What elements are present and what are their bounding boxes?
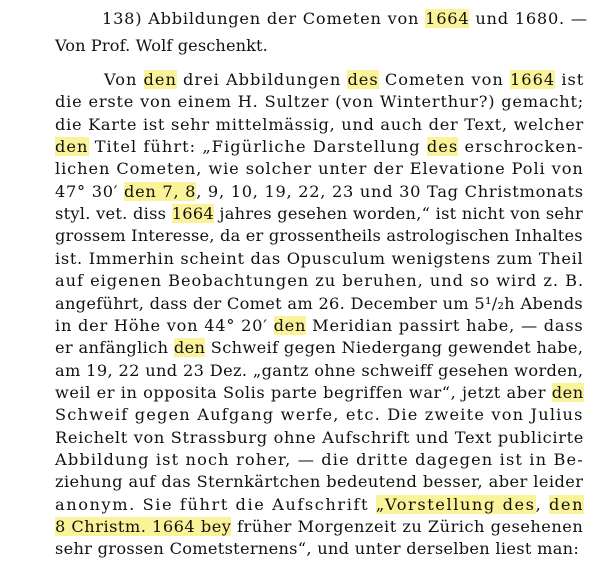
highlighted-text: den	[143, 70, 177, 89]
body-line	[55, 538, 579, 560]
text-segment: 47° 30′	[55, 181, 125, 201]
text-segment: drei Abbildungen	[176, 70, 348, 89]
highlighted-text: den 7, 8	[124, 181, 197, 201]
text-segment: Von	[104, 70, 144, 89]
body-line	[55, 270, 584, 292]
text-segment: und 1680. —	[469, 9, 588, 28]
highlighted-text: 8 Christm. 1664 bey	[55, 517, 232, 536]
text-segment: die erste von einem H. Sultzer (von Winterthur?) gemacht;	[55, 92, 585, 112]
heading-line	[55, 35, 268, 57]
body-line	[104, 69, 584, 91]
text-segment: Reichelt von Strassburg ohne Aufschrift und Text publicirte	[55, 427, 584, 447]
text-segment: sehr grossen Cometsternens“, und unter derselben liest man:	[55, 539, 580, 559]
body-line	[55, 225, 583, 247]
text-segment: angeführt, dass der Comet am 26. December um 5¹/₂h Abends	[55, 293, 583, 313]
body-line	[55, 494, 584, 516]
text-segment: ist. Immerhin scheint das Opusculum wenigstens zum Theil	[55, 248, 584, 268]
highlighted-text: den	[273, 315, 307, 335]
highlighted-text: 1664	[171, 204, 214, 224]
text-segment: ,	[535, 494, 549, 514]
text-segment: die Karte ist sehr mittelmässig, und auch der Text, welcher	[55, 114, 584, 134]
highlighted-text: den	[55, 137, 89, 157]
text-segment: Schweif gegen Aufgang werfe, etc. Die zweite von Julius	[55, 405, 584, 425]
text-segment: anonym. Sie führt die Aufschrift	[55, 494, 376, 514]
text-segment: styl. vet. diss	[55, 204, 172, 224]
body-line	[55, 449, 584, 471]
text-segment: , 9, 10, 19, 22, 23 und 30 Tag Christmonats	[196, 181, 584, 201]
body-line	[55, 114, 584, 136]
body-line	[55, 516, 583, 538]
text-segment: ziehung auf das Sternkärtchen bedeutend besser, aber leider	[55, 472, 584, 492]
body-line	[55, 404, 584, 426]
highlighted-text: den	[549, 494, 585, 514]
body-line	[55, 427, 584, 449]
body-line	[55, 136, 584, 158]
highlighted-text: 1664	[509, 70, 556, 89]
body-line	[55, 337, 583, 359]
text-segment: ist	[555, 70, 585, 89]
text-segment: lichen Cometen, wie solcher unter der Elevatione Poli von	[55, 159, 584, 179]
body-line	[55, 382, 584, 404]
text-segment: Meridian passirt habe, — dass	[306, 315, 584, 335]
heading-line	[102, 8, 588, 30]
text-segment: er anfänglich	[55, 338, 174, 358]
body-line	[55, 360, 583, 382]
text-segment: erschrocken-	[458, 137, 584, 157]
body-line	[55, 181, 584, 203]
highlighted-text: des	[426, 137, 459, 157]
body-line	[55, 471, 583, 493]
highlighted-text: den	[173, 338, 206, 358]
text-segment: jahres gesehen worden,“ ist nicht von sehr	[214, 204, 584, 224]
highlighted-text: „Vorstellung des	[375, 494, 536, 514]
text-segment: in der Höhe von 44° 20′	[55, 315, 274, 335]
text-segment: am 19, 22 und 23 Dez. „gantz ohne schweiff gesehen worden,	[55, 360, 584, 380]
body-line	[55, 315, 583, 337]
text-segment: Cometen von	[378, 70, 510, 89]
text-segment: Von Prof. Wolf geschenkt.	[55, 36, 268, 55]
text-segment: Abbildung ist noch roher, — die dritte dagegen ist in Be-	[55, 449, 584, 469]
body-line	[55, 248, 583, 270]
body-line	[55, 203, 583, 225]
body-line	[55, 91, 584, 113]
text-segment: Schweif gegen Niedergang gewendet habe,	[205, 338, 584, 358]
body-line	[55, 293, 583, 315]
highlighted-text: des	[347, 70, 379, 89]
text-segment: grossem Interesse, da er grossentheils astrologischen Inhaltes	[55, 226, 583, 246]
body-line	[55, 158, 584, 180]
text-segment: Titel führt: „Figürliche Darstellung	[88, 137, 427, 157]
text-segment: früher Morgenzeit zu Zürich gesehenen	[231, 517, 584, 536]
highlighted-text: 1664	[425, 9, 470, 28]
text-segment: weil er in opposita Solis parte begriffen war“, jetzt aber	[55, 382, 552, 402]
text-segment: auf eigenen Beobachtungen zu beruhen, und so wird z. B.	[55, 271, 585, 291]
text-segment: 138) Abbildungen der Cometen von	[102, 9, 426, 28]
highlighted-text: den	[551, 382, 584, 402]
